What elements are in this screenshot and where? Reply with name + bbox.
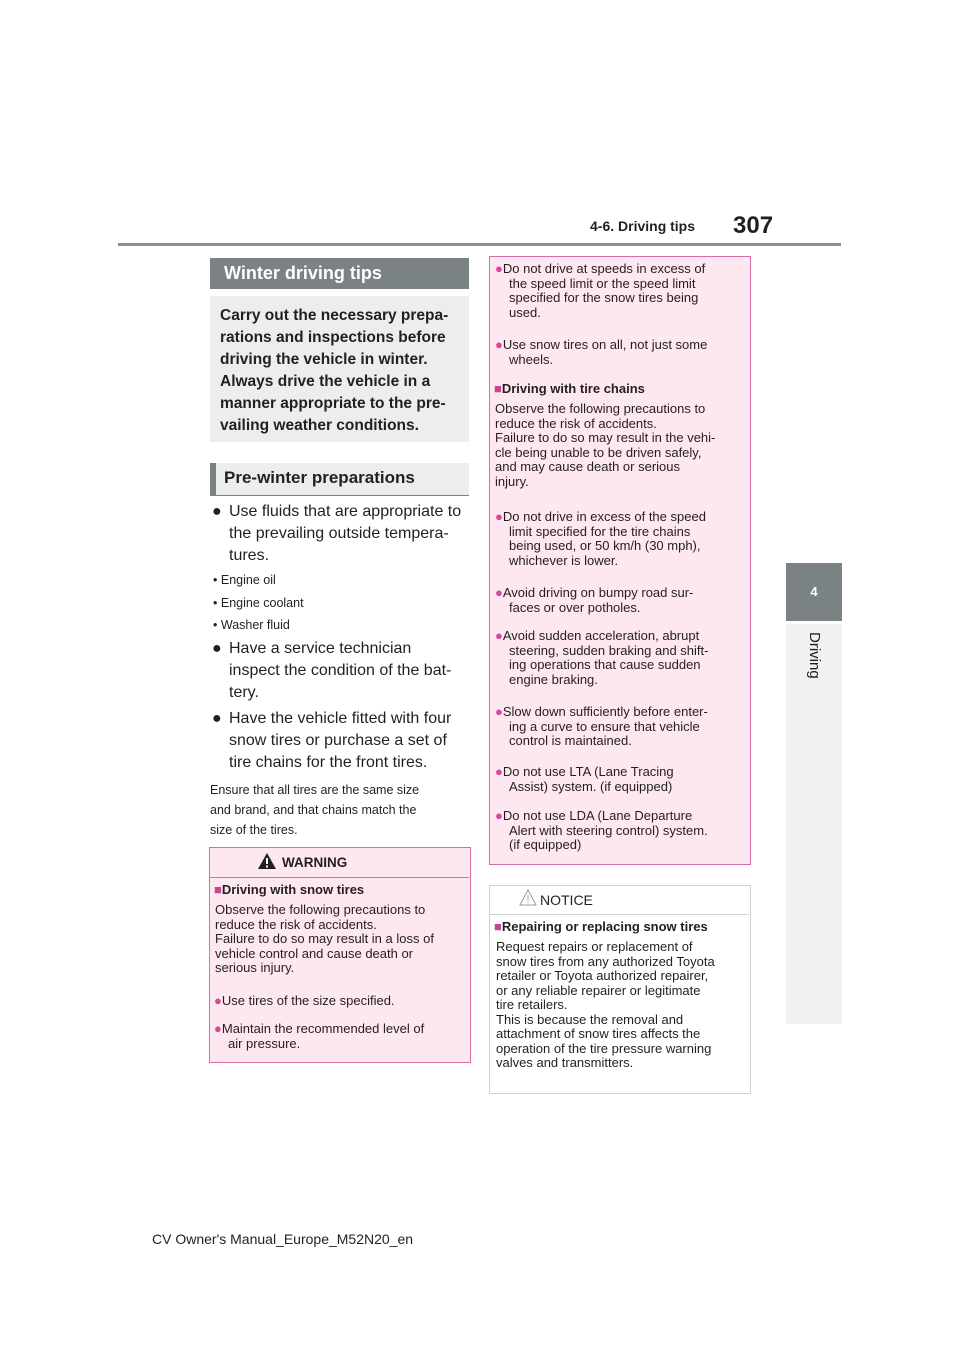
bullet-dot-icon: ● <box>495 337 503 352</box>
chapter-tab-label: Driving <box>806 632 823 679</box>
warning-header-rule <box>210 877 469 878</box>
notice-triangle-icon <box>519 889 537 906</box>
header-rule <box>118 243 841 246</box>
fluid-item: • Washer fluid <box>213 618 290 632</box>
warning-title: WARNING <box>282 855 348 870</box>
tire-note: Ensure that all tires are the same size and brand, and that chains match the size of the tires. <box>210 783 420 837</box>
notice-paragraph: Request repairs or replacement of snow tires from any authorized Toyota retailer or Toyota authorized repairer, or any reliable repairer or legitimate tire retailers. This is because the removal and attachment of snow tires affects the operation of the tire pressure warning valves and transmitters. <box>496 939 715 1070</box>
pre-winter-title-accent <box>210 463 216 495</box>
warning-list-item: ●Do not use LDA (Lane Departure Alert with steering control) system. (if equipped) <box>495 808 708 852</box>
winter-tips-title: Winter driving tips <box>210 258 469 289</box>
warning-list-item: ●Slow down sufficiently before enter- ing a curve to ensure that vehicle control is maintained. <box>495 704 708 748</box>
bullet-dot-icon: ● <box>495 261 503 276</box>
footer-text: CV Owner's Manual_Europe_M52N20_en <box>152 1231 414 1247</box>
bullet-dot-icon: ● <box>495 764 503 779</box>
warning-paragraph: Observe the following precautions to reduce the risk of accidents. Failure to do so may result in a loss of vehicle control and cause death or serious injury. <box>215 902 434 975</box>
warning-list-item: ●Do not drive at speeds in excess of the speed limit or the speed limit specified for the snow tires being used. <box>495 261 706 320</box>
bullet-dot-icon: ● <box>495 808 503 823</box>
warning-list-item: ●Avoid driving on bumpy road sur- faces or over potholes. <box>495 585 694 615</box>
warning-subheading: ■Driving with snow tires <box>214 882 365 897</box>
bullet-dot-icon: ● <box>214 1021 222 1036</box>
warning-list-item: ●Maintain the recommended level of air pressure. <box>214 1021 425 1051</box>
square-bullet-icon: ■ <box>494 919 502 934</box>
notice-title: NOTICE <box>540 892 593 908</box>
chapter-tab-bar <box>786 624 842 1024</box>
page-number: 307 <box>733 212 774 239</box>
notice-subheading: ■Repairing or replacing snow tires <box>494 919 708 934</box>
section-label: 4-6. Driving tips <box>590 218 696 234</box>
bullet-dot-icon: ● <box>214 993 222 1008</box>
warning-triangle-icon <box>257 852 277 870</box>
fluid-item: • Engine oil <box>213 573 276 587</box>
bullet-battery: ● Have a service technician inspect the condition of the bat- tery. <box>212 640 452 701</box>
fluid-item: • Engine coolant <box>213 596 304 610</box>
bullet-dot-icon: ● <box>495 509 503 524</box>
bullet-dot-icon: ● <box>212 640 222 657</box>
bullet-dot-icon: ● <box>212 503 222 520</box>
warning-subheading: ■Driving with tire chains <box>494 381 645 396</box>
warning-list-item: ●Do not use LTA (Lane Tracing Assist) system. (if equipped) <box>495 764 674 794</box>
bullet-dot-icon: ● <box>495 585 503 600</box>
warning-list-item: ●Use tires of the size specified. <box>214 993 395 1008</box>
intro-text: Carry out the necessary prepa- rations and inspections before driving the vehicle in winter. Always drive the vehicle in a manner appropriate to the pre- vailing weather conditions. <box>220 307 449 434</box>
square-bullet-icon: ■ <box>494 381 502 396</box>
warning-list-item: ●Do not drive in excess of the speed limit specified for the tire chains being used, or 50 km/h (30 mph), whichever is lower. <box>495 509 706 568</box>
bullet-fluids: ● Use fluids that are appropriate to the prevailing outside tempera- tures. <box>212 503 462 564</box>
bullet-dot-icon: ● <box>212 710 222 727</box>
square-bullet-icon: ■ <box>214 882 222 897</box>
bullet-snow-tires: ● Have the vehicle fitted with four snow tires or purchase a set of tire chains for the front tires. <box>212 710 452 771</box>
chapter-tab-number: 4 <box>786 563 842 621</box>
notice-header-rule <box>490 914 749 915</box>
bullet-dot-icon: ● <box>495 704 503 719</box>
bullet-dot-icon: ● <box>495 628 503 643</box>
warning-list-item: ●Use snow tires on all, not just some wheels. <box>495 337 708 367</box>
warning-paragraph: Observe the following precautions to reduce the risk of accidents. Failure to do so may result in the vehi- cle being unable to be driven safely, and may cause death or serious injury. <box>495 401 716 489</box>
warning-list-item: ●Avoid sudden acceleration, abrupt steering, sudden braking and shift- ing operations that cause sudden engine braking. <box>495 628 709 687</box>
pre-winter-title: Pre-winter preparations <box>224 468 415 487</box>
pre-winter-title-rule <box>210 495 469 496</box>
